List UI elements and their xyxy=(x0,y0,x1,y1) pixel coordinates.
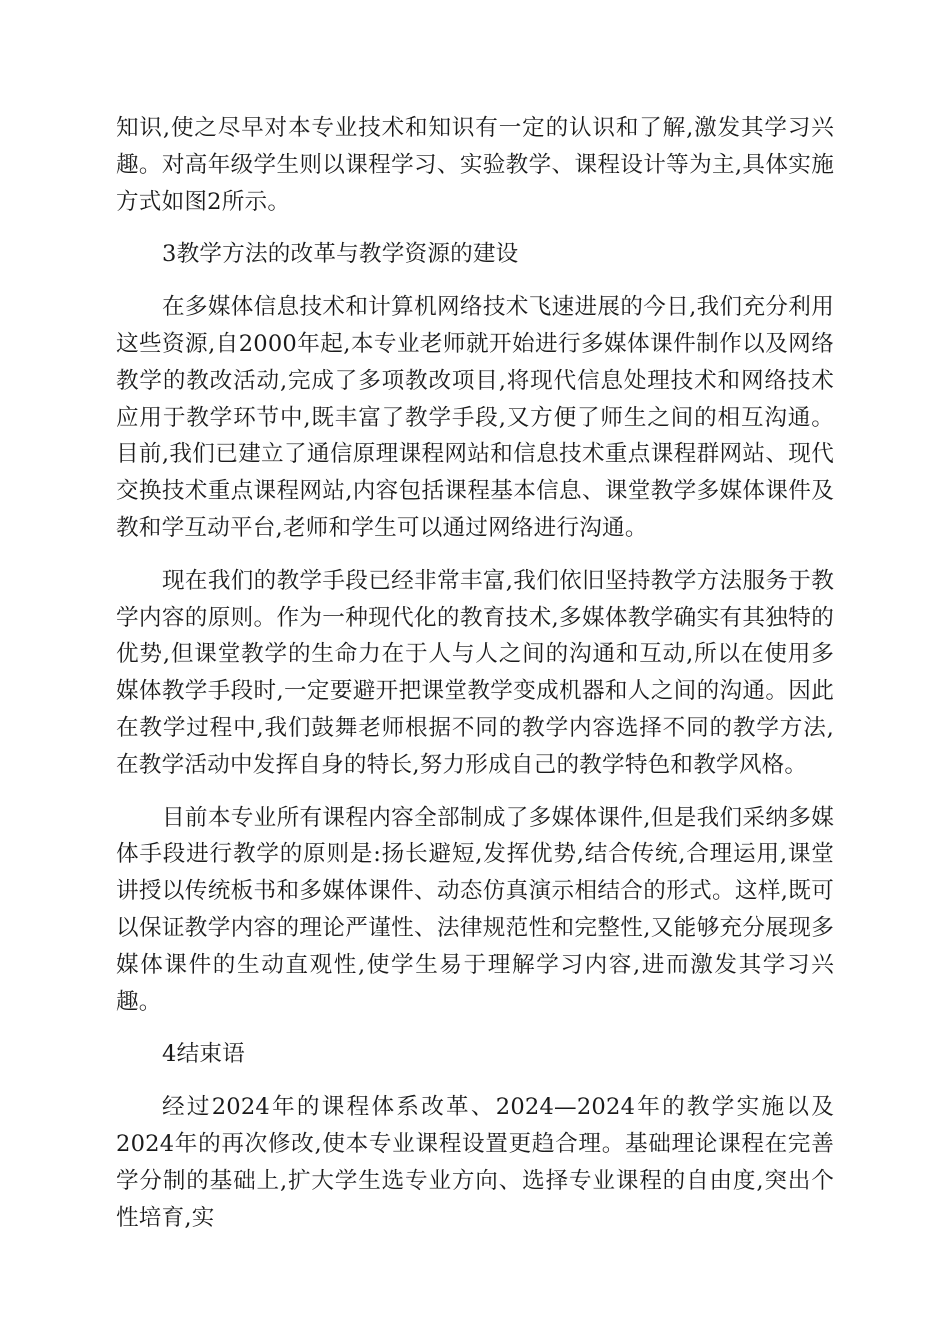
document-body xyxy=(116,110,834,1252)
paragraph-teaching-methods: 现在我们的教学手段已经非常丰富,我们依旧坚持教学方法服务于教学内容的原则。作为一种现代化的教育技术,多媒体教学确实有其独特的优势,但课堂教学的生命力在于人与人之间的沟通和互动,所以在使用多媒体教学手段时,一定要避开把课堂教学变成机器和人之间的沟通。因此在教学过程中,我们鼓舞老师根据不同的教学内容选择不同的教学方法,在教学活动中发挥自身的特长,努力形成自己的教学特色和教学风格。 xyxy=(116,567,834,778)
paragraph-multimedia-principles: 目前本专业所有课程内容全部制成了多媒体课件,但是我们采纳多媒体手段进行教学的原则是:扬长避短,发挥优势,结合传统,合理运用,课堂讲授以传统板书和多媒体课件、动态仿真演示相结合的形式。这样,既可以保证教学内容的理论严谨性、法律规范性和完整性,又能够充分展现多媒体课件的生动直观性,使学生易于理解学习内容,进而激发其学习兴趣。 xyxy=(116,804,834,1015)
paragraph-continued: 知识,使之尽早对本专业技术和知识有一定的认识和了解,激发其学习兴趣。对高年级学生则以课程学习、实验教学、课程设计等为主,具体实施方式如图2所示。 xyxy=(116,115,834,215)
section-heading-3: 3教学方法的改革与教学资源的建设 xyxy=(162,241,519,268)
section-heading-4: 4结束语 xyxy=(162,1041,245,1068)
paragraph-multimedia-resources: 在多媒体信息技术和计算机网络技术飞速进展的今日,我们充分利用这些资源,自2000年起,本专业老师就开始进行多媒体课件制作以及网络教学的教改活动,完成了多项教改项目,将现代信息处理技术和网络技术应用于教学环节中,既丰富了教学手段,又方便了师生之间的相互沟通。目前,我们已建立了通信原理课程网站和信息技术重点课程群网站、现代交换技术重点课程网站,内容包括课程基本信息、课堂教学多媒体课件及教和学互动平台,老师和学生可以通过网络进行沟通。 xyxy=(116,294,834,541)
paragraph-conclusion: 经过2024年的课程体系改革、2024—2024年的教学实施以及2024年的再次修改,使本专业课程设置更趋合理。基础理论课程在完善学分制的基础上,扩大学生选专业方向、选择专业课程的自由度,突出个性培育,实 xyxy=(116,1094,834,1231)
